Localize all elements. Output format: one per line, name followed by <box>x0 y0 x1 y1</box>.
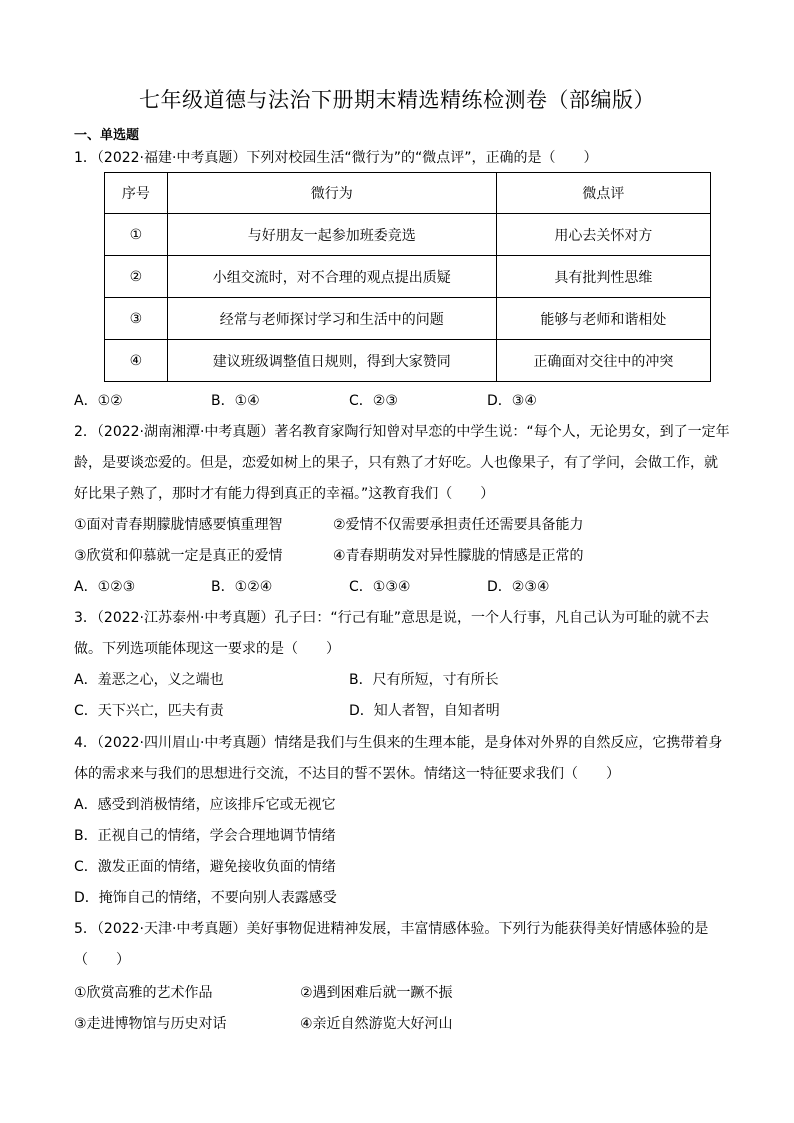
q2-option-c: C．①③④ <box>349 579 411 595</box>
q3-option-a: A．羞恶之心，义之端也 <box>74 672 224 688</box>
table-cell: ③ <box>105 298 168 340</box>
q1-option-d: D．③④ <box>487 393 537 409</box>
q4-option-a: A．感受到消极情绪，应该排斥它或无视它 <box>74 797 336 813</box>
question-1-table <box>104 172 711 382</box>
q5-statement: ③走进博物馆与历史对话 <box>74 1016 227 1032</box>
table-cell: 正确面对交往中的冲突 <box>496 340 710 382</box>
table-header-row <box>105 173 711 214</box>
q2-statement: ③欣赏和仰慕就一定是真正的爱情 <box>74 548 283 564</box>
table-cell: 与好朋友一起参加班委竞选 <box>167 214 496 256</box>
table-cell: 建议班级调整值日规则，得到大家赞同 <box>167 340 496 382</box>
table-row <box>105 256 711 298</box>
q3-option-d: D．知人者智，自知者明 <box>349 703 500 719</box>
table-cell: 用心去关怀对方 <box>496 214 710 256</box>
q2-statement: ④青春期萌发对异性朦胧的情感是正常的 <box>333 548 584 564</box>
table-cell: 具有批判性思维 <box>496 256 710 298</box>
table-row <box>105 340 711 382</box>
question-2-stem-line: 龄，是要谈恋爱的。但是，恋爱如树上的果子，只有熟了才好吃。人也像果子，有了学问，会做工作，就 <box>74 455 718 471</box>
table-cell: 能够与老师和谐相处 <box>496 298 710 340</box>
question-4-stem-line: 4．（2022·四川眉山·中考真题）情绪是我们与生俱来的生理本能，是身体对外界的自然反应，它携带着身 <box>74 735 723 751</box>
table-row <box>105 214 711 256</box>
q1-option-c: C．②③ <box>349 393 398 409</box>
question-1-stem: 1．（2022·福建·中考真题）下列对校园生活“微行为”的“微点评”，正确的是（ ） <box>74 150 598 166</box>
question-5-stem-line: （ ） <box>74 952 130 968</box>
section-heading: 一、单选题 <box>74 128 140 143</box>
q5-statement: ④亲近自然游览大好河山 <box>300 1016 453 1032</box>
q1-option-b: B．①④ <box>211 393 260 409</box>
question-5-stem-line: 5．（2022·天津·中考真题）美好事物促进精神发展，丰富情感体验。下列行为能获得美好情感体验的是 <box>74 921 709 937</box>
q3-option-b: B．尺有所短，寸有所长 <box>349 672 499 688</box>
q4-option-b: B．正视自己的情绪，学会合理地调节情绪 <box>74 828 336 844</box>
table-cell: ④ <box>105 340 168 382</box>
q3-option-c: C．天下兴亡，匹夫有责 <box>74 703 224 719</box>
q4-option-d: D．掩饰自己的情绪，不要向别人表露感受 <box>74 890 337 906</box>
q4-option-c: C．激发正面的情绪，避免接收负面的情绪 <box>74 859 336 875</box>
page-title: 七年级道德与法治下册期末精选精练检测卷（部编版） <box>139 88 655 112</box>
question-4-stem-line: 体的需求来与我们的思想进行交流，不达目的誓不罢休。情绪这一特征要求我们（ ） <box>74 766 620 782</box>
q2-statement: ①面对青春期朦胧情感要慎重理智 <box>74 517 283 533</box>
question-2-stem-line: 2．（2022·湖南湘潭·中考真题）著名教育家陶行知曾对早恋的中学生说：“每个人，无论男女，到了一定年 <box>74 424 730 440</box>
question-3-stem-line: 做。下列选项能体现这一要求的是（ ） <box>74 641 340 657</box>
q2-option-d: D．②③④ <box>487 579 550 595</box>
q1-option-a: A．①② <box>74 393 123 409</box>
table-header-cell: 微点评 <box>496 173 710 214</box>
q2-option-b: B．①②④ <box>211 579 273 595</box>
q2-option-a: A．①②③ <box>74 579 136 595</box>
table-cell: 经常与老师探讨学习和生活中的问题 <box>167 298 496 340</box>
question-2-stem-line: 好比果子熟了，那时才有能力得到真正的幸福。”这教育我们（ ） <box>74 486 495 502</box>
table-cell: ① <box>105 214 168 256</box>
table-row <box>105 298 711 340</box>
table-header-cell: 序号 <box>105 173 168 214</box>
table-header-cell: 微行为 <box>167 173 496 214</box>
q2-statement: ②爱情不仅需要承担责任还需要具备能力 <box>333 517 584 533</box>
table-cell: 小组交流时，对不合理的观点提出质疑 <box>167 256 496 298</box>
table-cell: ② <box>105 256 168 298</box>
q5-statement: ①欣赏高雅的艺术作品 <box>74 985 213 1001</box>
q5-statement: ②遇到困难后就一蹶不振 <box>300 985 453 1001</box>
question-3-stem-line: 3．（2022·江苏泰州·中考真题）孔子曰：“行己有耻”意思是说，一个人行事，凡自己认为可耻的就不去 <box>74 610 709 626</box>
